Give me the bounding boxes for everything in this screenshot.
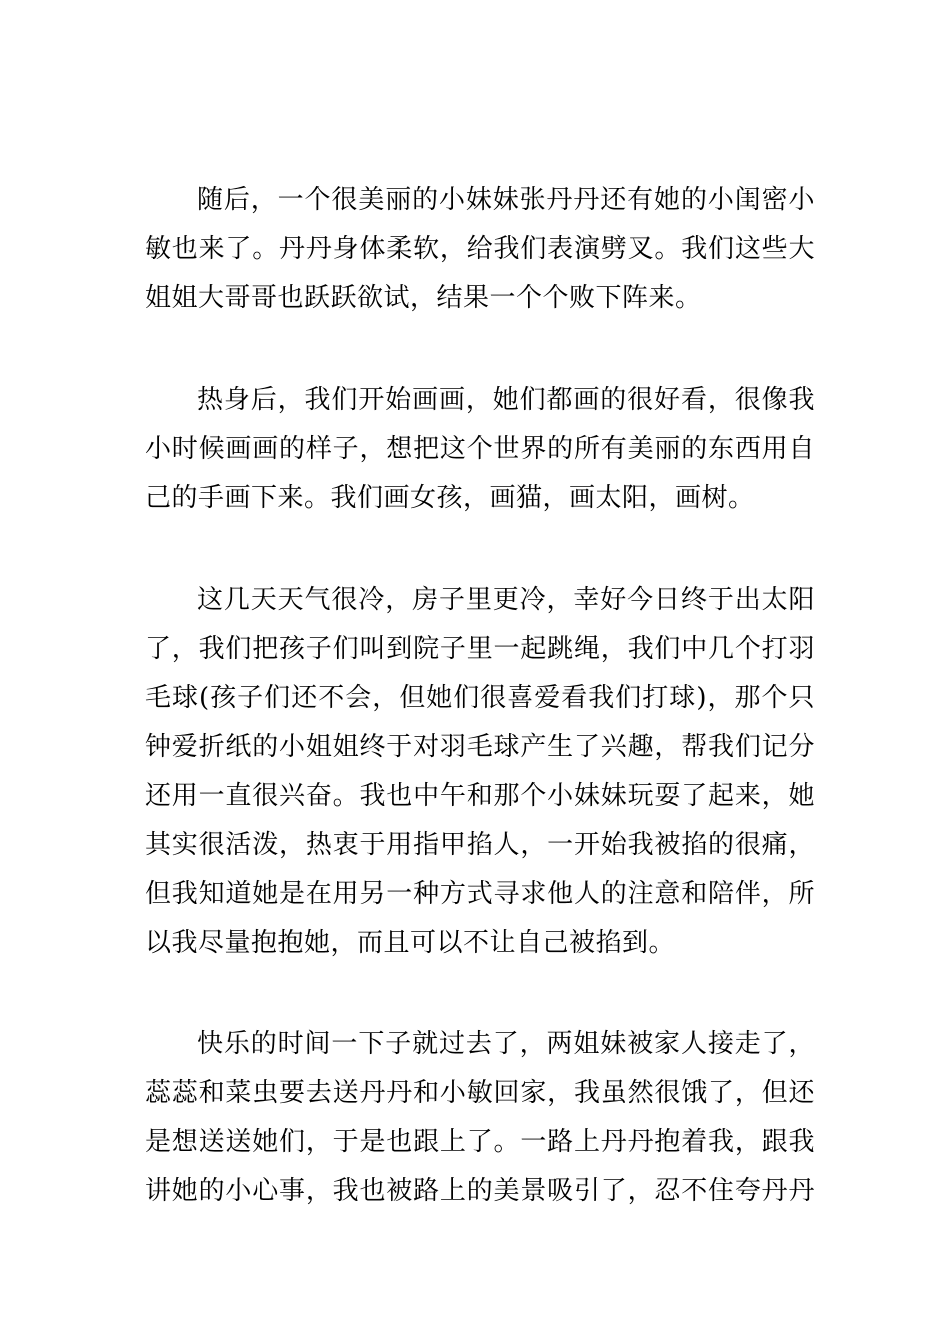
paragraph-line: 这几天天气很冷，房子里更冷，幸好今日终于出太阳 [197,585,815,615]
paragraph-line: 小时候画画的样子，想把这个世界的所有美丽的东西用自 [145,434,815,464]
paragraph-line: 姐姐大哥哥也跃跃欲试，结果一个个败下阵来。 [145,283,702,313]
paragraph-line: 敏也来了。丹丹身体柔软，给我们表演劈叉。我们这些大 [145,234,815,264]
paragraph-line: 钟爱折纸的小姐姐终于对羽毛球产生了兴趣，帮我们记分 [145,732,815,762]
paragraph-line: 己的手画下来。我们画女孩，画猫，画太阳，画树。 [145,483,755,513]
paragraph-line: 快乐的时间一下子就过去了，两姐妹被家人接走了， [197,1029,815,1059]
paragraph-line: 其实很活泼，热衷于用指甲掐人，一开始我被掐的很痛， [145,830,815,860]
paragraph-line: 了，我们把孩子们叫到院子里一起跳绳，我们中几个打羽 [145,634,815,664]
paragraph-line: 热身后，我们开始画画，她们都画的很好看，很像我 [197,385,815,415]
paragraph-line: 还用一直很兴奋。我也中午和那个小妹妹玩耍了起来，她 [145,781,815,811]
paragraph-line: 但我知道她是在用另一种方式寻求他人的注意和陪伴，所 [145,879,815,909]
paragraph-line: 是想送送她们，于是也跟上了。一路上丹丹抱着我，跟我 [145,1127,815,1157]
paragraph-3 [145,576,815,968]
paragraph-line: 毛球(孩子们还不会，但她们很喜爱看我们打球)，那个只 [145,683,815,713]
paragraph-line: 蕊蕊和菜虫要去送丹丹和小敏回家，我虽然很饿了，但还 [145,1078,815,1108]
paragraph-4 [145,1020,815,1216]
paragraph-line: 以我尽量抱抱她，而且可以不让自己被掐到。 [145,928,676,958]
paragraph-line: 随后，一个很美丽的小妹妹张丹丹还有她的小闺密小 [197,185,815,215]
paragraph-1 [145,176,815,323]
paragraph-2 [145,376,815,523]
paragraph-line: 讲她的小心事，我也被路上的美景吸引了，忍不住夸丹丹 [145,1176,815,1206]
